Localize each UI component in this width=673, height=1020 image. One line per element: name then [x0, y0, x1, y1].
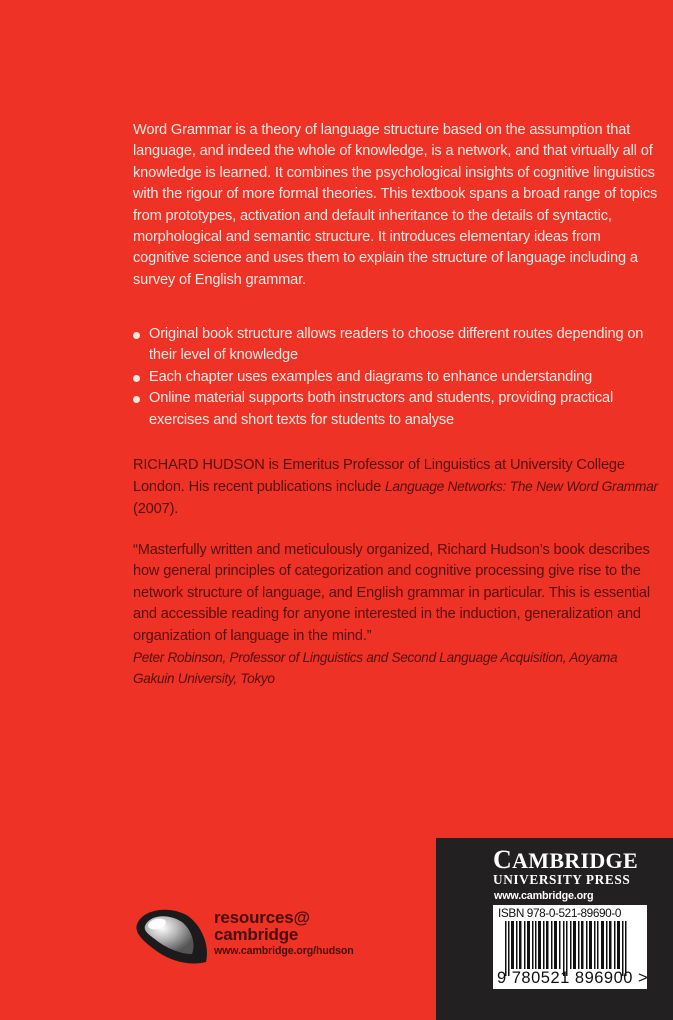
resources-cambridge-logo	[132, 902, 392, 972]
feature-list	[133, 324, 658, 431]
resources-url: www.cambridge.org/hudson	[214, 945, 354, 957]
publisher-subtitle: UNIVERSITY PRESS	[493, 872, 631, 887]
publisher-box	[436, 838, 673, 1020]
review-quote	[133, 540, 658, 690]
resources-line2: cambridge	[214, 925, 299, 944]
publisher-name: CAMBRIDGE	[493, 845, 638, 874]
book-description: Word Grammar is a theory of language structure based on the assumption that language, and indeed the whole of knowledge, is a network, and that virtually all of knowledge is learned. It combines the psychological insights of cognitive linguistics with the rigour of more formal theories. This textbook spans a broad range of topics from prototypes, activation and default inheritance to the details of syntactic, morphological and semantic structure. It introduces elementary ideas from cognitive science and uses them to explain the structure of language including a survey of English grammar.	[133, 122, 658, 288]
barcode-number: 9 780521 896900 >	[497, 969, 649, 987]
barcode-icon	[505, 921, 627, 976]
book-title: Language Networks: The New Word Grammar	[385, 479, 658, 495]
publisher-website: www.cambridge.org	[494, 890, 594, 902]
isbn-barcode	[493, 905, 647, 989]
bullet-icon	[133, 396, 140, 403]
bullet-icon	[133, 332, 140, 339]
feature-item: Each chapter uses examples and diagrams to enhance understanding	[133, 367, 658, 388]
feature-item: Online material supports both instructors and students, providing practical exercises and short texts for students to analyse	[133, 388, 658, 431]
isbn-label: ISBN 978-0-521-89690-0	[498, 906, 622, 920]
feature-item: Original book structure allows readers to choose different routes depending on their level of knowledge	[133, 324, 658, 367]
eye-logo-icon	[132, 904, 212, 968]
bullet-icon	[133, 375, 140, 382]
quote-attribution: Peter Robinson, Professor of Linguistics and Second Language Acquisition, Aoyama Gakuin University, Tokyo	[133, 650, 618, 687]
author-bio: RICHARD HUDSON is Emeritus Professor of Linguistics at University College London. His recent publications include Language Networks: The New Word Grammar (2007).	[133, 457, 658, 517]
quote-text: “Masterfully written and meticulously organized, Richard Hudson’s book describes how general principles of categorization and cognitive processing give rise to the network structure of language, and English grammar in particular. This is essential and accessible reading for anyone interested in the induction, generalization and organization of language in the mind.”	[133, 542, 650, 644]
resources-line1: resources@	[214, 908, 310, 927]
